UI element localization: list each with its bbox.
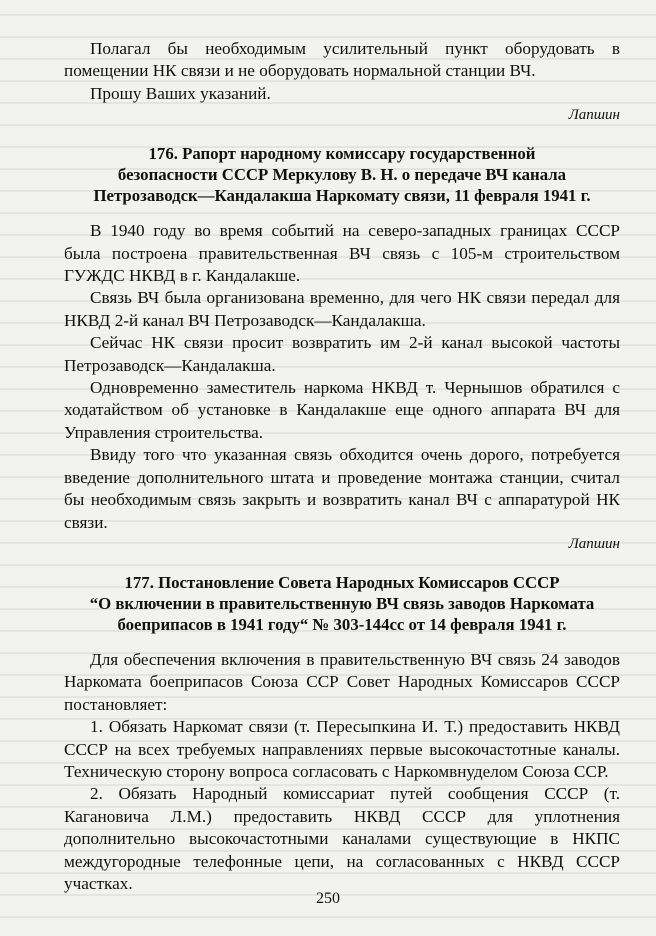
heading-line: “О включении в правительственную ВЧ связь заводов Наркомата xyxy=(89,593,595,613)
paragraph: Прошу Ваших указаний. xyxy=(90,83,271,103)
paragraph: В 1940 году во время событий на северо-западных границах СССР была построена правительственная ВЧ связь с 105-м строительством ГУЖДС НКВД в г. Кандалакше. xyxy=(64,221,620,286)
signature: Лапшин xyxy=(568,535,620,552)
heading-line: боеприпасов в 1941 году“ № 303-144сс от 14 февраля 1941 г. xyxy=(117,614,567,634)
paragraph: Полагал бы необходимым усилительный пункт оборудовать в помещении НК связи и не оборудовать нормальной станции ВЧ. xyxy=(64,39,620,81)
paragraph: Для обеспечения включения в правительственную ВЧ связь 24 заводов Наркомата боеприпасов Союза ССР Совет Народных Комиссаров СССР постановляет: xyxy=(64,649,620,714)
paragraph: Ввиду того что указанная связь обходится очень дорого, потребуется введение дополнительного штата и проведение монтажа станции, считал бы необходимым связь закрыть и возвратить канал ВЧ с аппаратурой НК связи. xyxy=(64,445,620,532)
page-number: 250 xyxy=(316,890,340,907)
paragraph: Сейчас НК связи просит возвратить им 2-й канал высокой частоты Петрозаводск—Кандалакша. xyxy=(64,333,620,375)
heading-line: 177. Постановление Совета Народных Комиссаров СССР xyxy=(124,572,560,592)
paragraph: Связь ВЧ была организована временно, для чего НК связи передал для НКВД 2-й канал ВЧ Петрозаводск—Кандалакша. xyxy=(64,288,620,330)
paragraph: 1. Обязать Наркомат связи (т. Пересыпкина И. Т.) предоставить НКВД СССР на всех требуемых направлениях первые высокочастотные каналы. Техническую сторону вопроса согласовать с Наркомвнуделом Союза ССР. xyxy=(64,717,620,781)
paragraph: Одновременно заместитель наркома НКВД т. Чернышов обратился с ходатайством об установке в Кандалакше еще одного аппарата ВЧ для Управления строительства. xyxy=(64,378,620,442)
heading-line: безопасности СССР Меркулову В. Н. о передаче ВЧ канала xyxy=(117,165,567,185)
signature: Лапшин xyxy=(568,107,620,124)
document-heading-176 xyxy=(64,143,620,206)
heading-line: Петрозаводск—Кандалакша Наркомату связи, 11 февраля 1941 г. xyxy=(93,186,591,206)
paragraph: 2. Обязать Народный комиссариат путей сообщения СССР (т. Кагановича Л.М.) предоставить НКВД СССР для уплотнения дополнительно высокочастотными каналами существующие в НКПС междугородные телефонные цепи, на согласованных с НКВД СССР участках. xyxy=(64,784,620,893)
document-heading-177 xyxy=(64,572,620,635)
heading-line: 176. Рапорт народному комиссару государственной xyxy=(148,144,536,164)
